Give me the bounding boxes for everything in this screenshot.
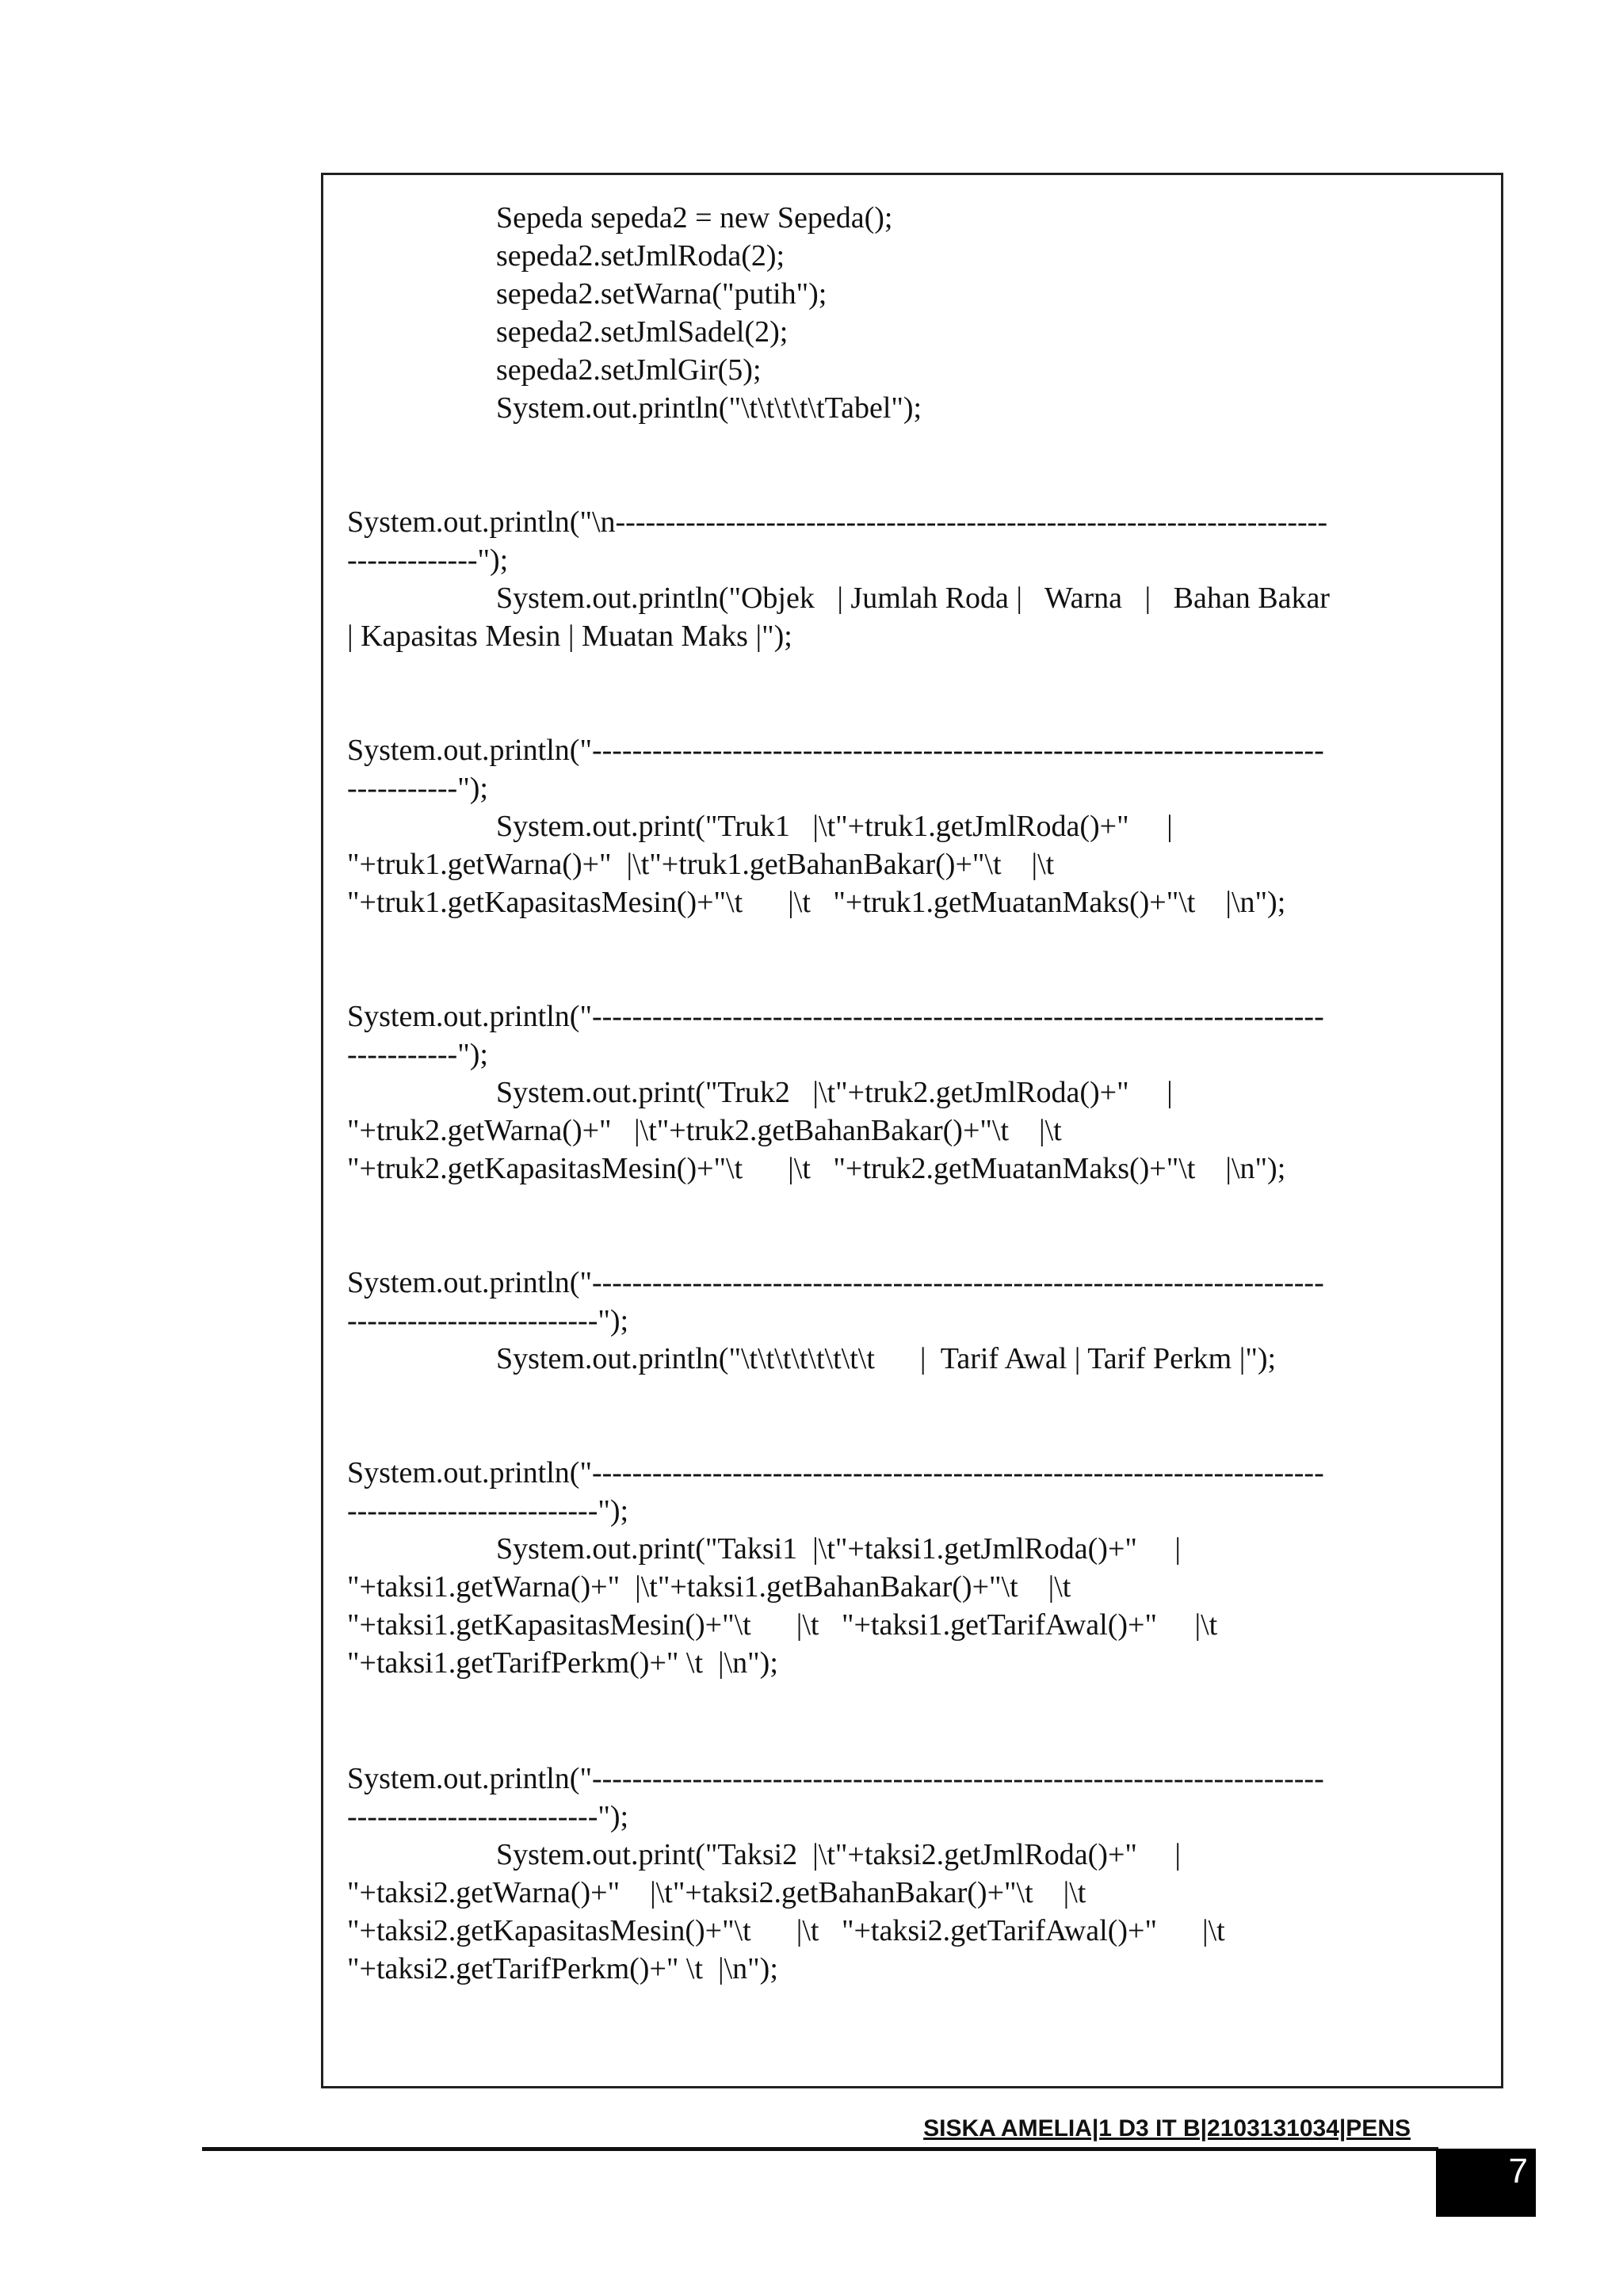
code-listing-box xyxy=(321,173,1503,2088)
page-number: 7 xyxy=(1508,2152,1528,2191)
footer-author-line: SISKA AMELIA|1 D3 IT B|2103131034|PENS xyxy=(923,2115,1411,2142)
code-line: System.out.println("------------------------------------------------------------------------- xyxy=(347,734,1324,767)
code-line: -------------------------"); xyxy=(347,1800,629,1833)
code-line: sepeda2.setJmlGir(5); xyxy=(496,353,762,387)
code-line: "+taksi2.getWarna()+" |\t"+taksi2.getBahanBakar()+"\t |\t xyxy=(347,1876,1086,1909)
code-line: -----------"); xyxy=(347,772,488,805)
code-line: Sepeda sepeda2 = new Sepeda(); xyxy=(496,201,893,235)
code-line: -------------------------"); xyxy=(347,1304,629,1337)
code-line: "+truk2.getKapasitasMesin()+"\t |\t "+truk2.getMuatanMaks()+"\t |\n"); xyxy=(347,1152,1286,1185)
code-line: System.out.println("Objek | Jumlah Roda | Warna | Bahan Bakar xyxy=(496,582,1330,615)
code-line: "+taksi2.getTarifPerkm()+" \t |\n"); xyxy=(347,1952,778,1985)
code-line: System.out.print("Truk2 |\t"+truk2.getJmlRoda()+" | xyxy=(496,1076,1173,1109)
code-line: "+taksi1.getWarna()+" |\t"+taksi1.getBahanBakar()+"\t |\t xyxy=(347,1570,1071,1604)
code-line: System.out.println("------------------------------------------------------------------------- xyxy=(347,1266,1324,1299)
code-line: System.out.println("------------------------------------------------------------------------- xyxy=(347,1456,1324,1489)
code-line: | Kapasitas Mesin | Muatan Maks |"); xyxy=(347,620,792,653)
code-line: sepeda2.setWarna("putih"); xyxy=(496,277,827,311)
page-number-box xyxy=(1436,2149,1536,2217)
code-line: System.out.print("Taksi1 |\t"+taksi1.getJmlRoda()+" | xyxy=(496,1532,1181,1566)
code-line: -------------------------"); xyxy=(347,1494,629,1527)
code-line: "+truk1.getKapasitasMesin()+"\t |\t "+truk1.getMuatanMaks()+"\t |\n"); xyxy=(347,886,1286,919)
code-line: "+taksi1.getTarifPerkm()+" \t |\n"); xyxy=(347,1646,778,1680)
code-line: System.out.print("Taksi2 |\t"+taksi2.getJmlRoda()+" | xyxy=(496,1838,1181,1871)
code-line: sepeda2.setJmlSadel(2); xyxy=(496,315,789,349)
code-line: System.out.print("Truk1 |\t"+truk1.getJmlRoda()+" | xyxy=(496,810,1173,843)
code-line: System.out.println("------------------------------------------------------------------------- xyxy=(347,1000,1324,1033)
code-line: System.out.println("\t\t\t\t\t\t\t\t | Tarif Awal | Tarif Perkm |"); xyxy=(496,1342,1277,1375)
code-line: -----------"); xyxy=(347,1038,488,1071)
code-line: "+truk1.getWarna()+" |\t"+truk1.getBahanBakar()+"\t |\t xyxy=(347,848,1055,881)
code-line: System.out.println("------------------------------------------------------------------------- xyxy=(347,1762,1324,1795)
code-line: "+taksi2.getKapasitasMesin()+"\t |\t "+taksi2.getTarifAwal()+" |\t xyxy=(347,1914,1225,1947)
code-line: "+taksi1.getKapasitasMesin()+"\t |\t "+taksi1.getTarifAwal()+" |\t xyxy=(347,1608,1218,1642)
code-line: "+truk2.getWarna()+" |\t"+truk2.getBahanBakar()+"\t |\t xyxy=(347,1114,1062,1147)
code-line: System.out.println("\n----------------------------------------------------------------------- xyxy=(347,505,1327,539)
code-line: sepeda2.setJmlRoda(2); xyxy=(496,239,785,273)
code-line: System.out.println("\t\t\t\t\tTabel"); xyxy=(496,391,922,425)
footer-divider xyxy=(202,2147,1438,2151)
code-line: -------------"); xyxy=(347,543,509,577)
